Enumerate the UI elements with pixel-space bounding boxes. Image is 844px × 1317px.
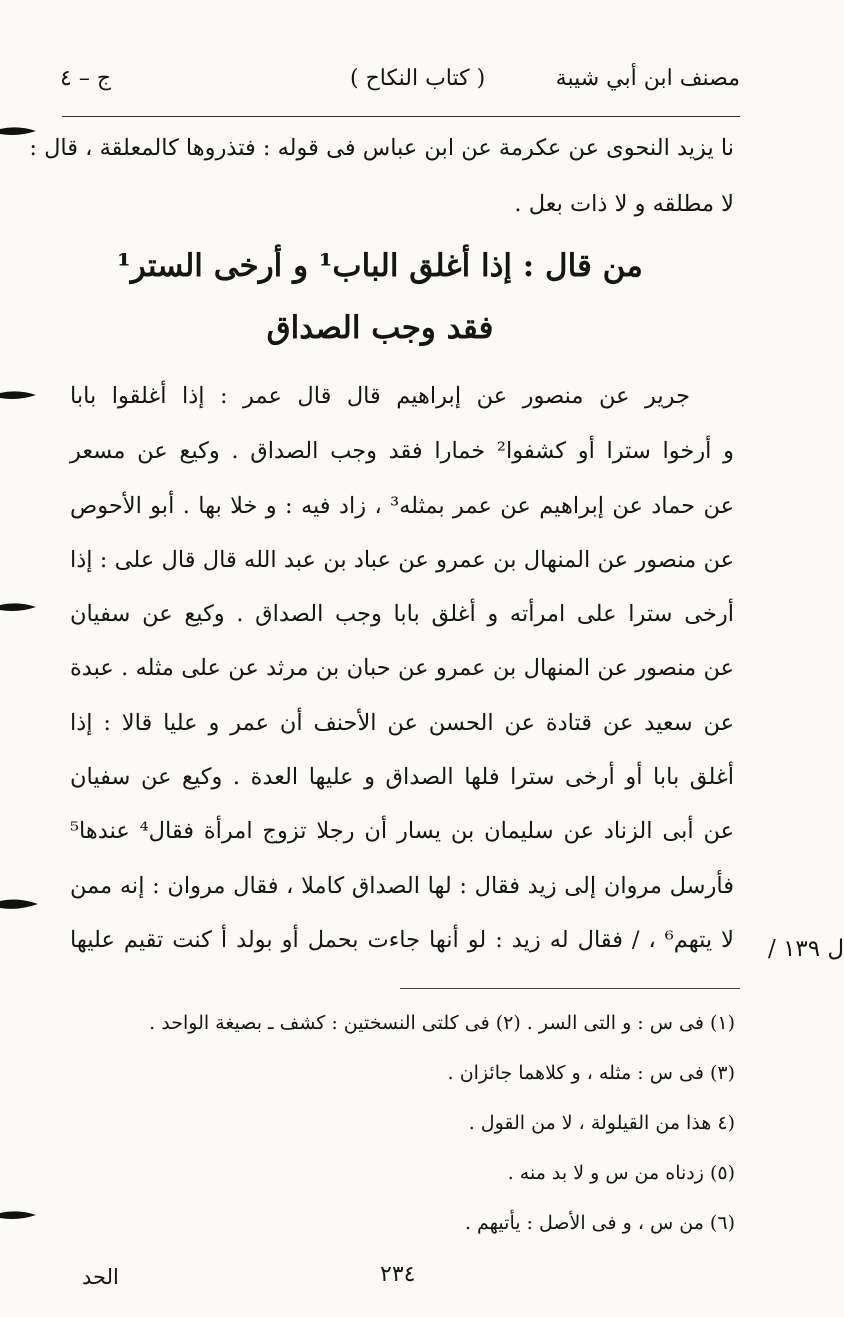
binding-mark bbox=[0, 1206, 38, 1218]
footnote: (٤ هذا من القيلولة ، لا من القول . bbox=[468, 1112, 735, 1134]
footnote: (٦) من س ، و فى الأصل : يأتيهم . bbox=[464, 1212, 735, 1234]
text-line: جرير عن منصور عن إبراهيم قال قال عمر : إذا أغلقوا بابا bbox=[70, 383, 690, 409]
margin-folio-reference: ل ١٣٩ / bbox=[768, 936, 844, 962]
text-line: لا مطلقه و لا ذات بعل . bbox=[514, 191, 734, 217]
running-header bbox=[60, 58, 740, 106]
catchword: الحد bbox=[82, 1265, 119, 1289]
binding-mark bbox=[0, 386, 38, 398]
text-line: عن سعيد عن قتادة عن الحسن عن الأحنف أن عمر و عليا قالا : إذا bbox=[70, 710, 734, 736]
text-line: عن منصور عن المنهال بن عمرو عن عباد بن عبد الله قال قال على : إذا bbox=[70, 547, 734, 573]
binding-mark bbox=[0, 895, 38, 907]
footnote-rule bbox=[400, 988, 740, 989]
text-line: أرخى سترا على امرأته و أغلق بابا وجب الصداق . وكيع عن سفيان bbox=[70, 601, 734, 627]
text-line: لا يتهم⁶ ، / فقال له زيد : لو أنها جاءت بحمل أو بولد أ كنت تقيم عليها bbox=[70, 927, 734, 953]
footnote: (٣) فى س : مثله ، و كلاهما جائزان . bbox=[447, 1062, 735, 1084]
text-line: أغلق بابا أو أرخى سترا فلها الصداق و عليها العدة . وكيع عن سفيان bbox=[70, 764, 734, 790]
binding-mark bbox=[0, 598, 38, 610]
text-line: عن أبى الزناد عن سليمان بن يسار أن رجلا تزوج امرأة فقال⁴ عندها⁵ bbox=[70, 818, 734, 844]
text-line: نا يزيد النحوى عن عكرمة عن ابن عباس فى قوله : فتذروها كالمعلقة ، قال : bbox=[29, 135, 734, 161]
header-rule bbox=[62, 116, 740, 117]
book-title: ( كتاب النكاح ) bbox=[350, 66, 486, 91]
footnote: (٥) زدناه من س و لا بد منه . bbox=[507, 1162, 735, 1184]
text-line: عن منصور عن المنهال بن عمرو عن حبان بن مرثد عن على مثله . عبدة bbox=[70, 655, 734, 681]
text-line: و أرخوا سترا أو كشفوا² خمارا فقد وجب الصداق . وكيع عن مسعر bbox=[70, 438, 735, 464]
volume-label: ج – ٤ bbox=[60, 66, 112, 91]
chapter-title-line-1: من قال : إذا أغلق الباب¹ و أرخى الستر¹ bbox=[117, 248, 643, 284]
footnote: (١) فى س : و التى السر . (٢) فى كلتى النسختين : كشف ـ بصيغة الواحد . bbox=[149, 1012, 735, 1034]
text-line: فأرسل مروان إلى زيد فقال : لها الصداق كاملا ، فقال مروان : إنه ممن bbox=[70, 873, 734, 899]
chapter-title-line-2: فقد وجب الصداق bbox=[266, 310, 494, 346]
page-number: ٢٣٤ bbox=[380, 1262, 416, 1287]
work-title: مصنف ابن أبي شيبة bbox=[555, 66, 740, 91]
text-line: عن حماد عن إبراهيم عن عمر بمثله³ ، زاد فيه : و خلا بها . أبو الأحوص bbox=[70, 493, 735, 519]
